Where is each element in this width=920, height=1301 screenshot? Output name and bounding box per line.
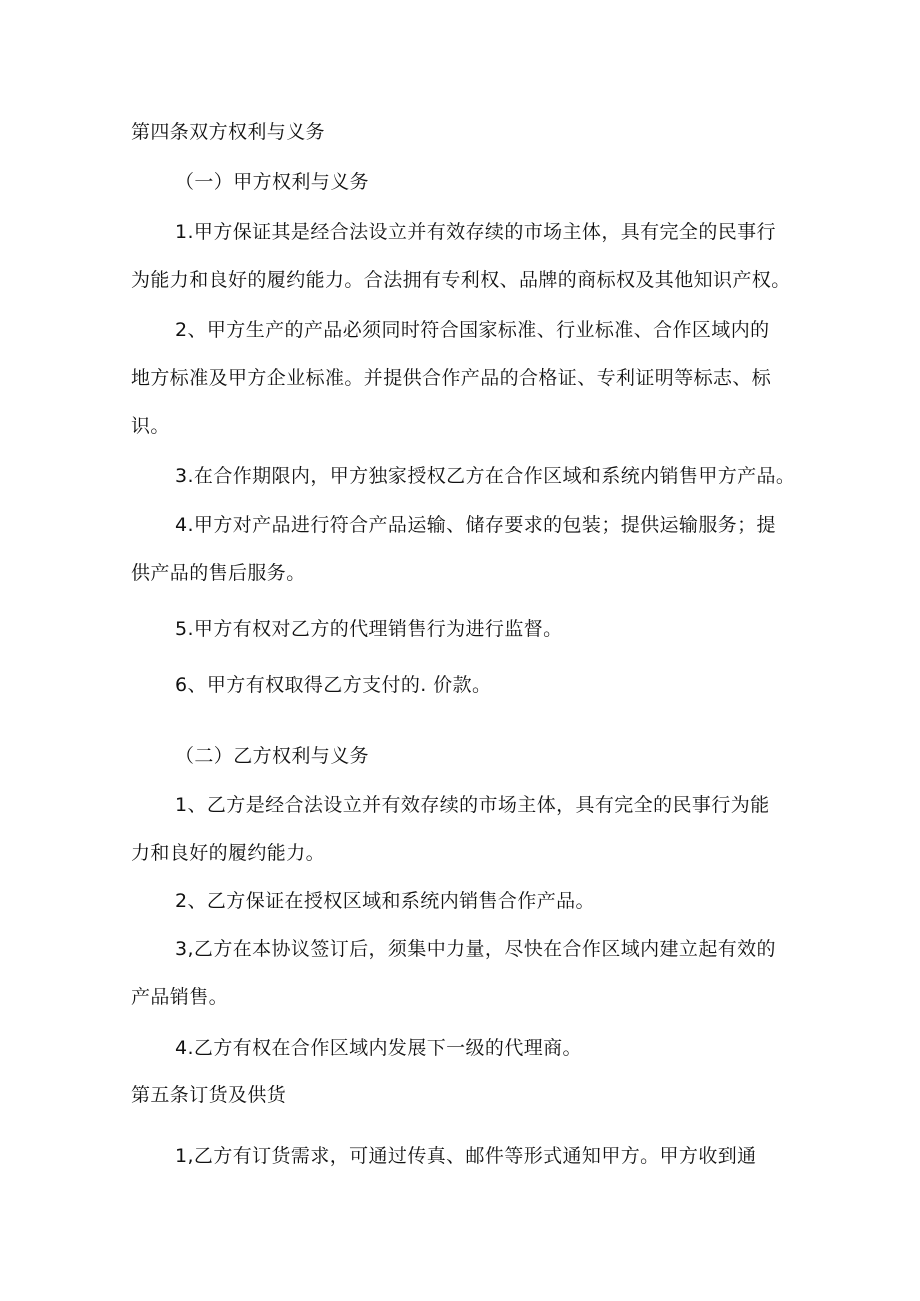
article-4-title: 第四条双方权利与义务	[131, 121, 326, 143]
article-5-title: 第五条订货及供货	[131, 1084, 287, 1106]
party-a-clause-4-line-1: 4.甲方对产品进行符合产品运输、储存要求的包装；提供运输服务；提	[175, 514, 776, 536]
party-a-clause-2-line-3: 识。	[131, 415, 170, 437]
party-a-clause-2-line-1: 2、甲方生产的产品必须同时符合国家标准、行业标准、合作区域内的	[175, 319, 770, 341]
party-a-clause-6: 6、甲方有权取得乙方支付的. 价款。	[175, 674, 492, 696]
party-a-clause-1-line-1: 1.甲方保证其是经合法设立并有效存续的市场主体，具有完全的民事行	[175, 221, 776, 243]
party-b-clause-3-line-1: 3,乙方在本协议签订后，须集中力量，尽快在合作区域内建立起有效的	[175, 938, 776, 960]
party-b-clause-4: 4.乙方有权在合作区域内发展下一级的代理商。	[175, 1037, 582, 1059]
party-a-clause-5: 5.甲方有权对乙方的代理销售行为进行监督。	[175, 618, 563, 640]
party-b-heading: （二）乙方权利与义务	[175, 745, 370, 767]
party-b-clause-2: 2、乙方保证在授权区域和系统内销售合作产品。	[175, 890, 595, 912]
party-a-clause-3: 3.在合作期限内，甲方独家授权乙方在合作区域和系统内销售甲方产品。	[175, 465, 796, 487]
party-b-clause-3-line-2: 产品销售。	[131, 986, 229, 1008]
party-a-clause-1-line-2: 为能力和良好的履约能力。合法拥有专利权、品牌的商标权及其他知识产权。	[131, 269, 791, 291]
party-b-clause-1-line-1: 1、乙方是经合法设立并有效存续的市场主体，具有完全的民事行为能	[175, 794, 770, 816]
ordering-clause-1-line-1: 1,乙方有订货需求，可通过传真、邮件等形式通知甲方。甲方收到通	[175, 1145, 757, 1167]
party-a-clause-4-line-2: 供产品的售后服务。	[131, 562, 306, 584]
party-a-heading: （一）甲方权利与义务	[175, 171, 370, 193]
party-b-clause-1-line-2: 力和良好的履约能力。	[131, 842, 326, 864]
party-a-clause-2-line-2: 地方标准及甲方企业标准。并提供合作产品的合格证、专利证明等标志、标	[131, 367, 772, 389]
